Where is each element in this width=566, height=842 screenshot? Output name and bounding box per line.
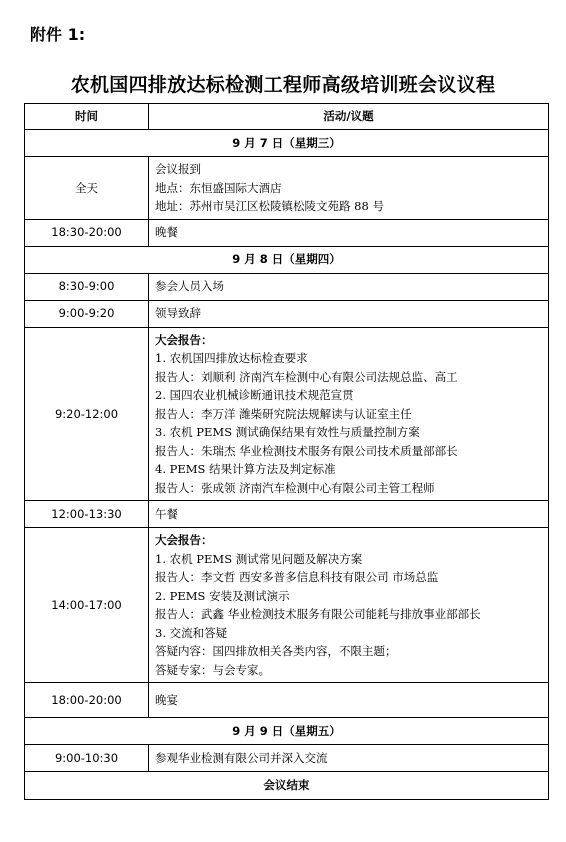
activity-cell	[149, 157, 549, 220]
activity-line: 报告人：张成领 济南汽车检测中心有限公司主管工程师	[155, 480, 435, 495]
activity-line: 答疑内容：国四排放相关各类内容，不限主题；	[155, 644, 397, 658]
day-label: 9 月 7 日（星期三）	[25, 130, 549, 157]
time-cell: 9:00-10:30	[25, 745, 149, 772]
activity-cell	[149, 327, 549, 501]
activity-line: 报告人：李万洋 潍柴研究院法规解读与认证室主任	[155, 406, 412, 421]
activity-line: 答疑专家：与会专家。	[155, 662, 270, 677]
time-cell: 18:30-20:00	[25, 219, 149, 246]
day-row	[25, 130, 549, 157]
header-activity: 活动/议题	[149, 104, 549, 130]
time-cell: 全天	[25, 157, 149, 220]
report-heading: 大会报告：	[155, 332, 213, 347]
day-label: 9 月 9 日（星期五）	[25, 718, 549, 745]
time-cell: 12:00-13:30	[25, 501, 149, 528]
closing-row	[25, 772, 549, 800]
table-row	[25, 683, 549, 718]
attachment-label: 附件 1:	[30, 25, 86, 44]
table-row	[25, 501, 549, 528]
activity-cell: 领导致辞	[149, 300, 549, 327]
day-label: 9 月 8 日（星期四）	[25, 246, 549, 273]
time-cell: 9:20-12:00	[25, 327, 149, 501]
table-row	[25, 273, 549, 300]
activity-line: 报告人：刘顺利 济南汽车检测中心有限公司法规总监、高工	[155, 369, 458, 384]
table-row	[25, 300, 549, 327]
time-cell: 9:00-9:20	[25, 300, 149, 327]
activity-cell: 晚餐	[149, 219, 549, 246]
table-row	[25, 327, 549, 501]
activity-cell: 参观华业检测有限公司并深入交流	[149, 745, 549, 772]
activity-line: 2. PEMS 安装及测试演示	[155, 588, 290, 603]
activity-cell	[149, 528, 549, 683]
day-row	[25, 246, 549, 273]
table-row	[25, 528, 549, 683]
time-cell: 8:30-9:00	[25, 273, 149, 300]
activity-line: 2. 国四农业机械诊断通讯技术规范宣贯	[155, 388, 354, 402]
table-row	[25, 745, 549, 772]
activity-line: 4. PEMS 结果计算方法及判定标准	[155, 462, 336, 476]
activity-line: 地址：苏州市吴江区松陵镇松陵文苑路 88 号	[155, 199, 384, 213]
activity-line: 3. 农机 PEMS 测试确保结果有效性与质量控制方案	[155, 425, 420, 439]
activity-line: 1. 农机 PEMS 测试常见问题及解决方案	[155, 551, 363, 566]
table-row	[25, 157, 549, 220]
activity-line: 1. 农机国四排放达标检查要求	[155, 351, 308, 365]
activity-cell: 晚宴	[149, 683, 549, 718]
table-row	[25, 219, 549, 246]
document-title: 农机国四排放达标检测工程师高级培训班会议议程	[70, 74, 496, 96]
activity-cell: 参会人员入场	[149, 273, 549, 300]
activity-line: 会议报到	[155, 162, 201, 176]
activity-line: 地点：东恒盛国际大酒店	[155, 180, 282, 195]
header-time: 时间	[25, 104, 149, 130]
day-row	[25, 718, 549, 745]
activity-cell: 午餐	[149, 501, 549, 528]
activity-line: 3. 交流和答疑	[155, 625, 228, 640]
activity-line: 报告人：武鑫 华业检测技术服务有限公司能耗与排放事业部部长	[155, 607, 481, 621]
agenda-table	[24, 103, 549, 800]
activity-line: 报告人：朱瑞杰 华业检测技术服务有限公司技术质量部部长	[155, 443, 458, 458]
report-heading: 大会报告：	[155, 533, 213, 547]
time-cell: 18:00-20:00	[25, 683, 149, 718]
activity-line: 报告人：李文哲 西安多普多信息科技有限公司 市场总监	[155, 570, 439, 584]
time-cell: 14:00-17:00	[25, 528, 149, 683]
closing-label: 会议结束	[25, 772, 549, 800]
table-header-row	[25, 104, 549, 130]
